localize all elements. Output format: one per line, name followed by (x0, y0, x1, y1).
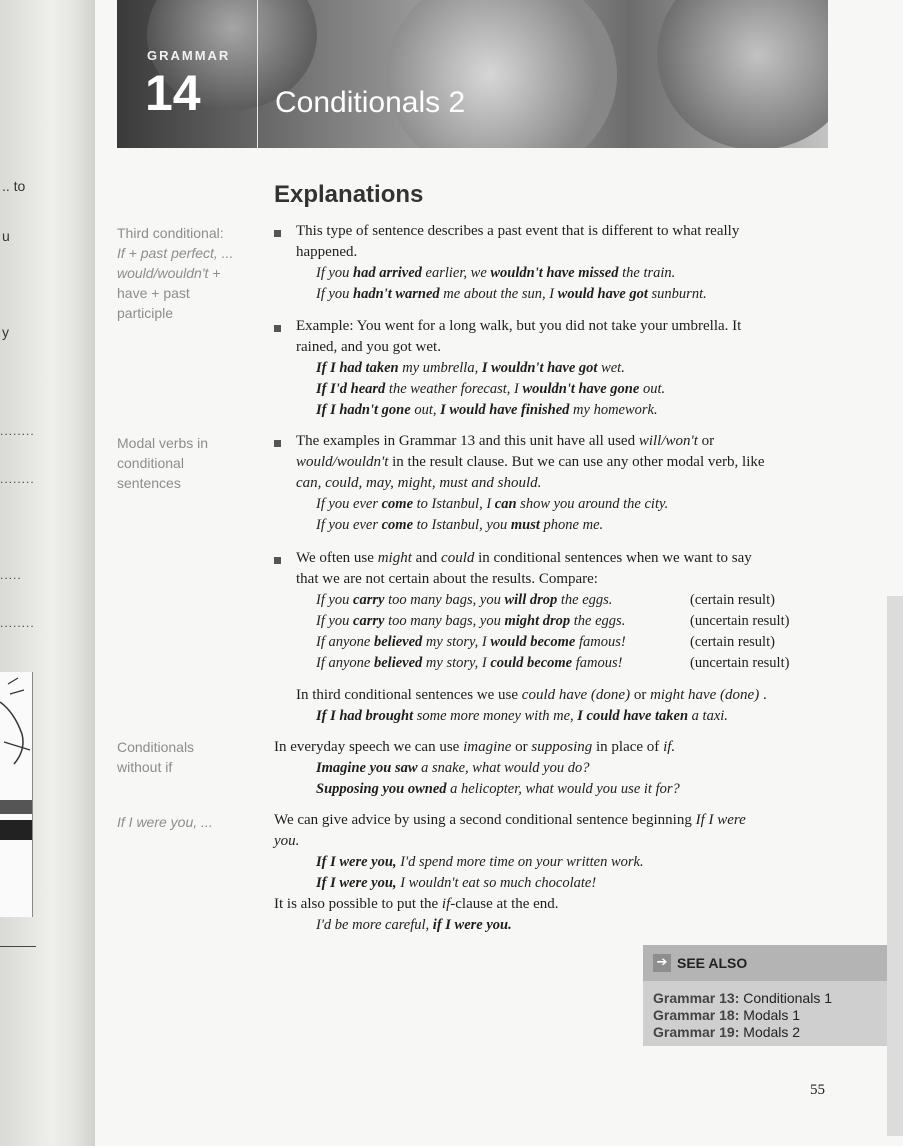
text-italic: imagine (463, 739, 512, 755)
text-bold: believed (373, 655, 423, 671)
see-also-box (643, 945, 887, 1046)
text-bold: come (381, 517, 414, 533)
bullet-icon (274, 557, 281, 564)
text: in conditional sentences when we want to say (474, 550, 752, 566)
section-heading: Explanations (274, 181, 424, 208)
text-italic: If I were (695, 812, 746, 828)
text: to Istanbul, I (413, 496, 495, 512)
example-sentence (316, 515, 603, 536)
see-also-ref: Grammar 19: (653, 1024, 740, 1040)
text: my story, I (422, 655, 491, 671)
cartoon-illustration (0, 672, 33, 917)
text-bold: I would have finished (440, 402, 570, 418)
text-bold: if I were you. (432, 917, 512, 933)
text: phone me. (539, 517, 604, 533)
text-bold: If I were you, (316, 854, 397, 870)
paragraph-line: rained, and you got wet. (296, 339, 441, 355)
paragraph (296, 316, 741, 358)
example-sentence (316, 915, 512, 936)
text-bold: believed (373, 634, 423, 650)
sidebar-label: conditional (117, 455, 184, 471)
compare-note: (uncertain result) (690, 655, 790, 671)
photo-face (657, 0, 828, 148)
example-sentence (316, 379, 665, 400)
text: my homework. (569, 402, 658, 418)
text-bold: If I had brought (316, 708, 414, 724)
bullet-icon (274, 440, 281, 447)
text: . (759, 687, 767, 703)
text: the train. (618, 265, 676, 281)
sidebar-label: Modal verbs in (117, 435, 209, 451)
text: or (697, 433, 715, 449)
text: earlier, we (421, 265, 491, 281)
example-sentence (316, 632, 626, 653)
paragraph-line (296, 473, 765, 494)
text-bold: would become (490, 634, 576, 650)
example-sentence (316, 284, 707, 305)
text-bold: will drop (504, 592, 558, 608)
text-bold: come (381, 496, 414, 512)
text: We can give advice by using a second conditional sentence beginning (274, 812, 696, 828)
example-sentence (316, 590, 612, 611)
text: or (630, 687, 651, 703)
header-divider (257, 0, 258, 148)
text-bold: could become (490, 655, 573, 671)
sidebar-without-if (117, 737, 257, 777)
text-bold: Supposing you owned (316, 781, 447, 797)
page-title: Conditionals 2 (275, 86, 466, 119)
paragraph (274, 810, 746, 852)
text-bold: would have got (557, 286, 648, 302)
text-bold: I wouldn't have got (481, 360, 598, 376)
text: If you (316, 592, 354, 608)
text: a snake, what would you do? (417, 760, 590, 776)
paragraph (296, 548, 752, 590)
text-italic: will/won't (638, 433, 698, 449)
grammar-number: 14 (145, 65, 201, 121)
text-bold: I could have taken (577, 708, 689, 724)
example-sentence (316, 400, 658, 421)
text: out, (410, 402, 441, 418)
paragraph (274, 737, 675, 758)
text-italic: if. (663, 739, 676, 755)
paragraph (296, 431, 765, 494)
see-also-header (643, 945, 887, 981)
gutter-rule (0, 932, 36, 947)
paragraph-line (296, 431, 765, 452)
paragraph (296, 685, 767, 706)
text-bold: If I hadn't gone (316, 402, 411, 418)
see-also-link-grammar-19[interactable] (653, 1024, 800, 1041)
sidebar-label: participle (117, 305, 174, 321)
photo-face (387, 0, 617, 148)
see-also-label: Modals 2 (739, 1024, 801, 1040)
sidebar-label (117, 283, 257, 303)
paragraph-line: This type of sentence describes a past event that is different to what really (296, 223, 740, 239)
text: We often use (296, 550, 378, 566)
text-italic: supposing (531, 739, 593, 755)
text-italic: might (377, 550, 412, 566)
text-italic: can, could, may, might, must and should. (296, 475, 542, 491)
gutter-dots: ........ (0, 616, 35, 630)
example-sentence (316, 358, 625, 379)
text: If anyone (316, 634, 374, 650)
text: famous! (572, 655, 623, 671)
text-italic: might have (done) (650, 687, 760, 703)
sidebar-label (117, 243, 257, 263)
sidebar-label-text: have + past (117, 285, 190, 301)
header-banner (117, 0, 828, 148)
text: the eggs. (557, 592, 613, 608)
gutter-dots: ........ (0, 472, 35, 486)
text: me about the sun, I (439, 286, 558, 302)
gutter-text-to: .. to (2, 178, 26, 194)
arrow-right-icon: ➔ (653, 954, 671, 972)
example-sentence (316, 263, 675, 284)
sidebar-modal-verbs (117, 433, 257, 493)
text-italic: could have (done) (521, 687, 631, 703)
text: a taxi. (688, 708, 728, 724)
compare-note: (certain result) (690, 634, 775, 650)
example-sentence (316, 494, 668, 515)
sidebar-third-conditional (117, 223, 257, 323)
paragraph-line (296, 452, 765, 473)
see-also-label: Modals 1 (739, 1007, 801, 1023)
sidebar-label: Third conditional: (117, 225, 224, 241)
example-sentence (316, 873, 596, 894)
text-bold: hadn't warned (353, 286, 440, 302)
text: I wouldn't eat so much chocolate! (396, 875, 597, 891)
text: In third conditional sentences we use (296, 687, 522, 703)
paragraph-line (274, 831, 746, 852)
text: some more money with me, (413, 708, 578, 724)
text: my umbrella, (398, 360, 482, 376)
text: I'd spend more time on your written work. (396, 854, 644, 870)
grammar-label: GRAMMAR (147, 48, 231, 63)
text: sunburnt. (647, 286, 707, 302)
paragraph-line: happened. (296, 244, 358, 260)
text-bold: wouldn't have missed (490, 265, 619, 281)
sidebar-label: Conditionals (117, 739, 195, 755)
bullet-icon (274, 325, 281, 332)
text-bold: carry (353, 613, 385, 629)
text: too many bags, you (384, 592, 505, 608)
see-also-ref: Grammar 18: (653, 1007, 740, 1023)
text: the eggs. (570, 613, 626, 629)
text-italic: would/wouldn't (296, 454, 389, 470)
text: If you ever (316, 517, 382, 533)
text-italic: you. (274, 833, 300, 849)
text-bold: If I had taken (316, 360, 399, 376)
text: to Istanbul, you (413, 517, 511, 533)
text-bold: might drop (504, 613, 571, 629)
example-sentence (316, 852, 644, 873)
see-also-title: SEE ALSO (677, 955, 748, 971)
text: in place of (592, 739, 664, 755)
example-sentence (316, 706, 728, 727)
gutter-dots: ..... (0, 568, 22, 582)
text-italic: could (441, 550, 475, 566)
paragraph-line: that we are not certain about the results. Compare: (296, 571, 598, 587)
sidebar-label-text: If + past perfect, ... (117, 245, 234, 261)
paragraph (274, 894, 559, 915)
sidebar-label (117, 263, 257, 283)
text: out. (639, 381, 666, 397)
sidebar-label: without if (117, 759, 173, 775)
text-bold: had arrived (353, 265, 422, 281)
example-sentence (316, 779, 680, 800)
see-also-link-grammar-18[interactable] (653, 1007, 800, 1024)
text: a helicopter, what would you use it for? (446, 781, 680, 797)
example-sentence (316, 611, 625, 632)
text: the weather forecast, I (385, 381, 523, 397)
example-sentence (316, 653, 622, 674)
see-also-link-grammar-13[interactable] (653, 990, 832, 1007)
sidebar-if-i-were: If I were you, ... (117, 814, 213, 830)
text-bold: Imagine you saw (316, 760, 418, 776)
see-also-ref: Grammar 13: (653, 990, 740, 1006)
text: It is also possible to put the (274, 896, 442, 912)
compare-note: (uncertain result) (690, 613, 790, 629)
text: I'd be more careful, (316, 917, 433, 933)
text: too many bags, you (384, 613, 505, 629)
text: or (511, 739, 532, 755)
text-bold: If I were you, (316, 875, 397, 891)
text: The examples in Grammar 13 and this unit have all used (296, 433, 639, 449)
text: in the result clause. But we can use any other modal verb, like (388, 454, 765, 470)
paragraph-line (296, 548, 752, 569)
text: If you (316, 265, 354, 281)
text-bold: wouldn't have gone (522, 381, 640, 397)
example-sentence (316, 758, 590, 779)
paragraph-line: Example: You went for a long walk, but you did not take your umbrella. It (296, 318, 742, 334)
text: -clause at the end. (450, 896, 559, 912)
see-also-label: Conditionals 1 (739, 990, 833, 1006)
compare-note: (certain result) (690, 592, 775, 608)
paragraph-line (274, 810, 746, 831)
sidebar-label: sentences (117, 475, 181, 491)
text: wet. (597, 360, 625, 376)
right-page-edge (887, 596, 903, 1136)
text: In everyday speech we can use (274, 739, 464, 755)
text: show you around the city. (516, 496, 669, 512)
text-italic: if (441, 896, 451, 912)
paragraph (296, 221, 739, 263)
text: famous! (575, 634, 626, 650)
text-bold: If I'd heard (316, 381, 386, 397)
gutter-dots: ........ (0, 424, 35, 438)
text-bold: carry (353, 592, 385, 608)
gutter-text-u: u (2, 228, 10, 244)
text: and (411, 550, 442, 566)
text: If you ever (316, 496, 382, 512)
text-bold: must (510, 517, 540, 533)
text-bold: can (494, 496, 517, 512)
text: If you (316, 286, 354, 302)
cartoon-drawing (0, 672, 32, 917)
text: If anyone (316, 655, 374, 671)
page-number: 55 (810, 1082, 825, 1098)
text: If you (316, 613, 354, 629)
text: my story, I (422, 634, 491, 650)
gutter-text-y: y (2, 324, 9, 340)
bullet-icon (274, 230, 281, 237)
sidebar-label-text: would/wouldn't + (117, 265, 221, 281)
